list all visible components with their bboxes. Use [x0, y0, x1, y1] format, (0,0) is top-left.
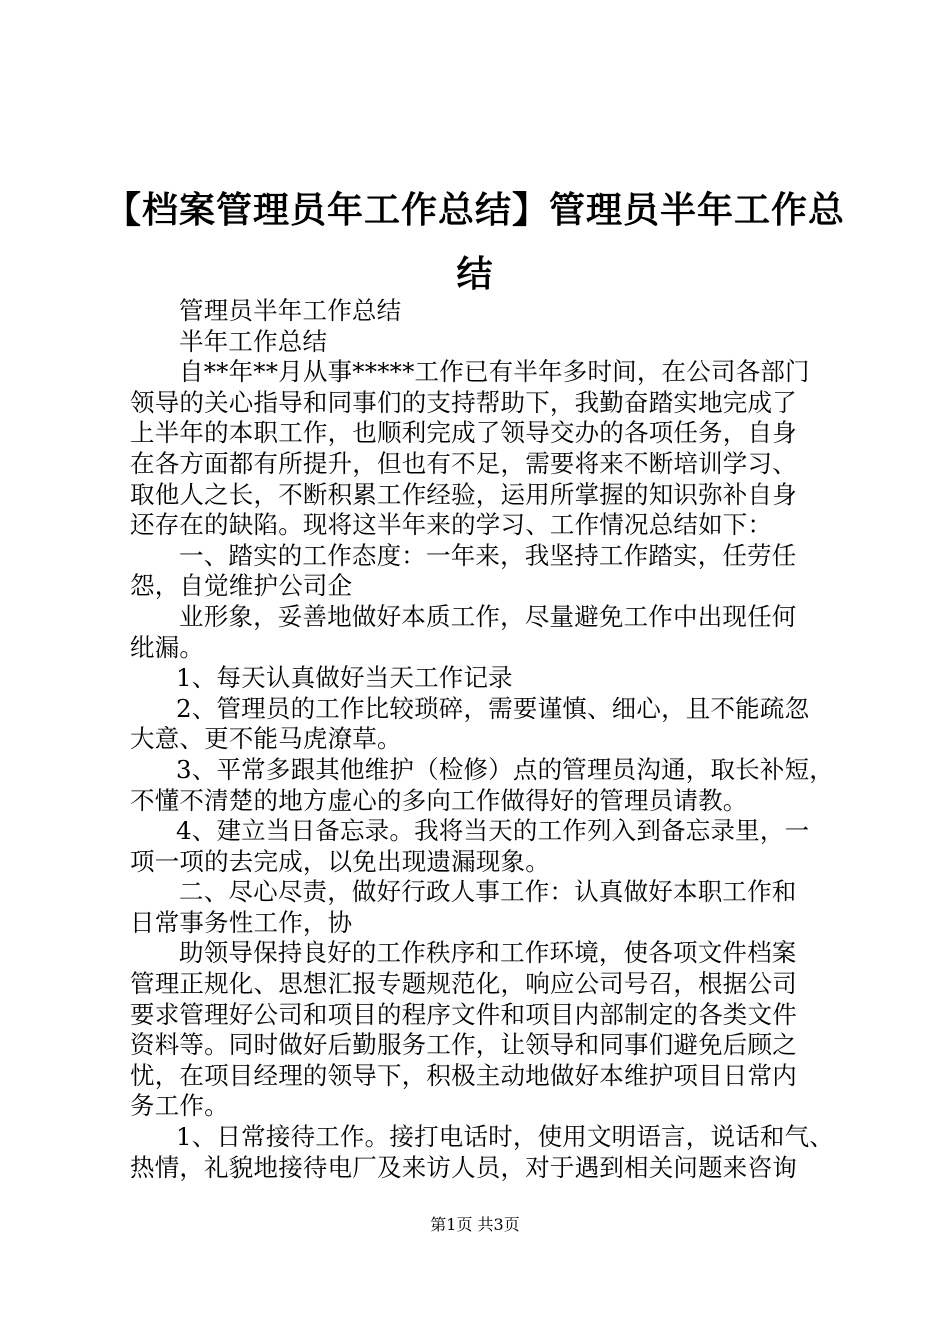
body-line: 管理正规化、思想汇报专题规范化，响应公司号召，根据公司 — [130, 969, 797, 999]
title-line-1: 【档案管理员年工作总结】管理员半年工作总 — [104, 189, 845, 231]
body-line: 4、建立当日备忘录。我将当天的工作列入到备忘录里，一 — [176, 816, 810, 846]
body-line: 二、尽心尽责，做好行政人事工作：认真做好本职工作和 — [179, 877, 797, 907]
body-line: 资料等。同时做好后勤服务工作，让领导和同事们避免后顾之 — [130, 1030, 797, 1060]
document-body — [130, 296, 834, 1183]
body-line: 要求管理好公司和项目的程序文件和项目内部制定的各类文件 — [130, 999, 797, 1029]
body-line: 1、每天认真做好当天工作记录 — [176, 663, 513, 693]
body-line: 3、平常多跟其他维护（检修）点的管理员沟通，取长补短， — [176, 754, 834, 784]
body-line: 热情，礼貌地接待电厂及来访人员，对于遇到相关问题来咨询 — [130, 1152, 797, 1182]
body-line: 项一项的去完成，以免出现遗漏现象。 — [130, 846, 550, 876]
page-footer: 第1页 共3页 — [430, 1215, 520, 1234]
body-line: 领导的关心指导和同事们的支持帮助下，我勤奋踏实地完成了 — [130, 387, 797, 417]
body-line: 自**年**月从事*****工作已有半年多时间，在公司各部门 — [179, 357, 810, 387]
body-line: 忧，在项目经理的领导下，积极主动地做好本维护项目日常内 — [130, 1060, 797, 1090]
body-line: 务工作。 — [130, 1091, 229, 1121]
body-line: 2、管理员的工作比较琐碎，需要谨慎、细心，且不能疏忽 — [176, 693, 810, 723]
body-line: 不懂不清楚的地方虚心的多向工作做得好的管理员请教。 — [130, 785, 748, 815]
body-line: 日常事务性工作，协 — [130, 907, 353, 937]
body-line: 助领导保持良好的工作秩序和工作环境，使各项文件档案 — [179, 938, 797, 968]
body-line: 还存在的缺陷。现将这半年来的学习、工作情况总结如下： — [130, 510, 773, 540]
body-line: 1、日常接待工作。接打电话时，使用文明语言，说话和气、 — [176, 1122, 834, 1152]
body-line: 取他人之长，不断积累工作经验，运用所掌握的知识弥补自身 — [130, 479, 797, 509]
body-line: 大意、更不能马虎潦草。 — [130, 724, 402, 754]
title-line-2: 结 — [456, 253, 494, 295]
body-line: 在各方面都有所提升，但也有不足，需要将来不断培训学习、 — [130, 448, 797, 478]
body-line: 业形象，妥善地做好本质工作，尽量避免工作中出现任何 — [179, 601, 797, 631]
document-title — [100, 178, 850, 306]
body-line: 一、踏实的工作态度：一年来，我坚持工作踏实，任劳任 — [179, 540, 797, 570]
body-line: 管理员半年工作总结 — [179, 296, 402, 325]
body-line: 怨，自觉维护公司企 — [130, 571, 353, 601]
body-line: 半年工作总结 — [179, 326, 328, 356]
body-line: 上半年的本职工作，也顺利完成了领导交办的各项任务，自身 — [130, 418, 797, 448]
body-line: 纰漏。 — [130, 632, 205, 662]
